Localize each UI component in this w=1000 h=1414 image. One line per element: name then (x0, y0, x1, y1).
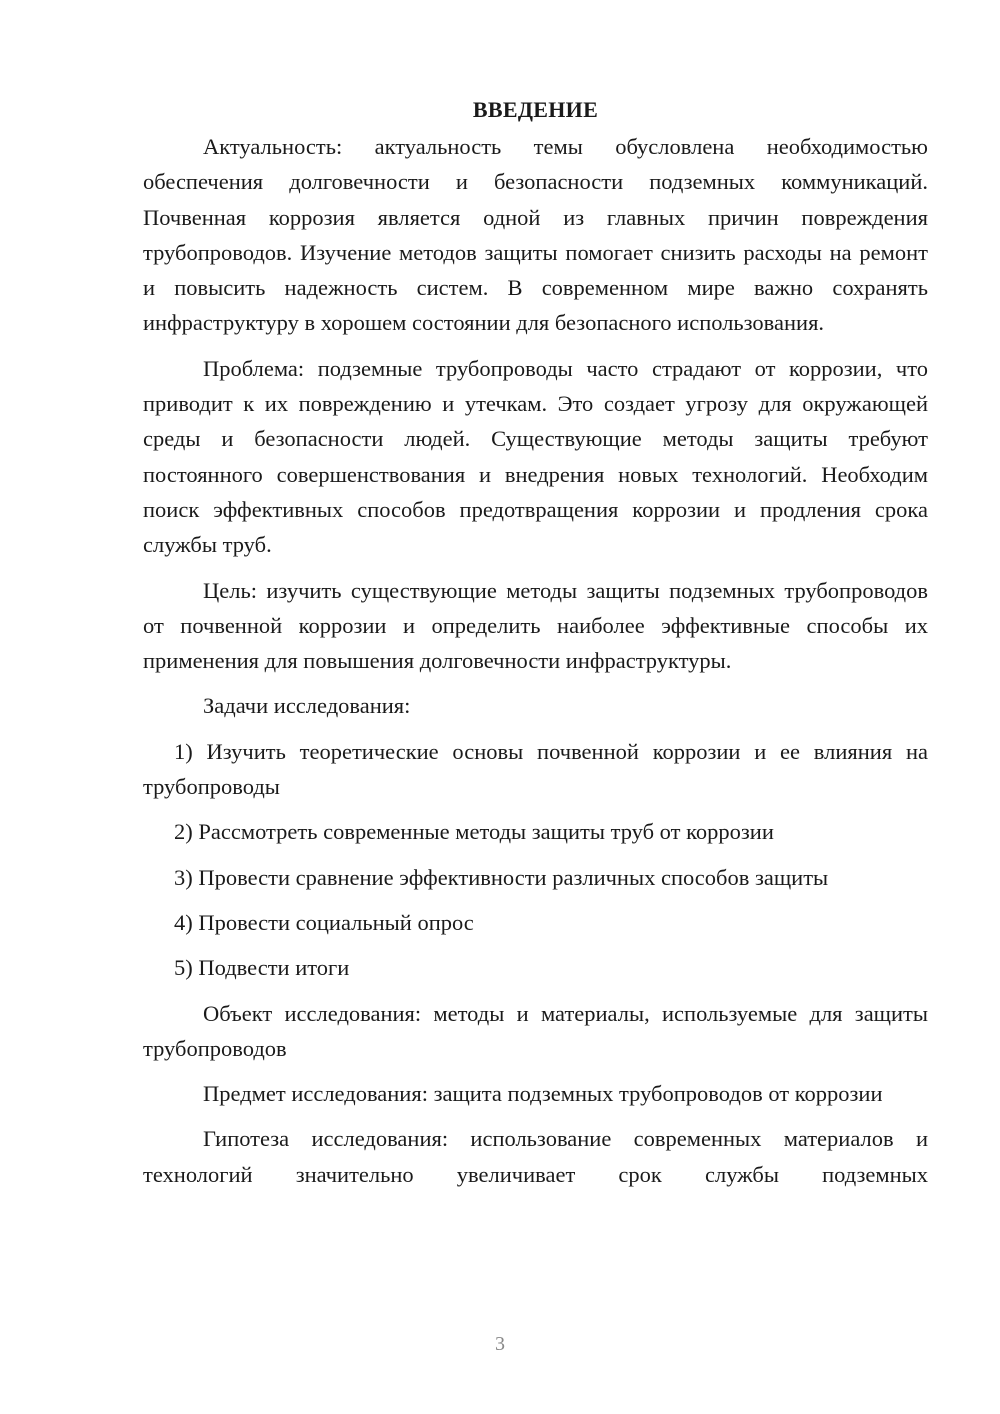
tasks-heading: Задачи исследования: (203, 693, 411, 719)
task-item-2: 2) Рассмотреть современные методы защиты труб от коррозии (174, 819, 774, 845)
document-page (143, 92, 928, 1192)
paragraph-problem: Проблема: подземные трубопроводы часто страдают от коррозии, что приводит к их повреждению и утечкам. Это создает угрозу для окружающей среды и безопасности людей. Существующие методы защиты требуют постоянного совершенствования и внедрения новых технологий. Необходим поиск эффективных способов предотвращения коррозии и продления срока службы труб. (143, 355, 928, 558)
paragraph-object: Объект исследования: методы и материалы, используемые для защиты трубопроводов (143, 1000, 928, 1061)
tasks-list (143, 734, 928, 986)
page-number: 3 (495, 1333, 505, 1355)
task-item-1: 1) Изучить теоретические основы почвенной коррозии и ее влияния на трубопроводы (143, 738, 928, 800)
section-title: ВВЕДЕНИЕ (472, 97, 599, 122)
paragraph-relevance: Актуальность: актуальность темы обусловлена необходимостью обеспечения долговечности и безопасности подземных коммуникаций. Почвенная коррозия является одной из главных причин повреждения трубопроводов. Изучение методов защиты помогает снизить расходы на ремонт и повысить надежность систем. В современном мире важно сохранять инфраструктуру в хорошем состоянии для безопасного использования. (143, 134, 928, 336)
task-item-3: 3) Провести сравнение эффективности различных способов защиты (174, 864, 829, 890)
paragraph-hypothesis: Гипотеза исследования: использование современных материалов и технологий значительно увеличивает срок службы подземных (143, 1126, 928, 1187)
task-item-4: 4) Провести социальный опрос (174, 909, 474, 935)
task-item-5: 5) Подвести итоги (174, 955, 350, 981)
paragraph-subject: Предмет исследования: защита подземных трубопроводов от коррозии (203, 1081, 883, 1107)
paragraph-goal: Цель: изучить существующие методы защиты подземных трубопроводов от почвенной коррозии и определить наиболее эффективные способы их применения для повышения долговечности инфраструктуры. (143, 577, 928, 674)
